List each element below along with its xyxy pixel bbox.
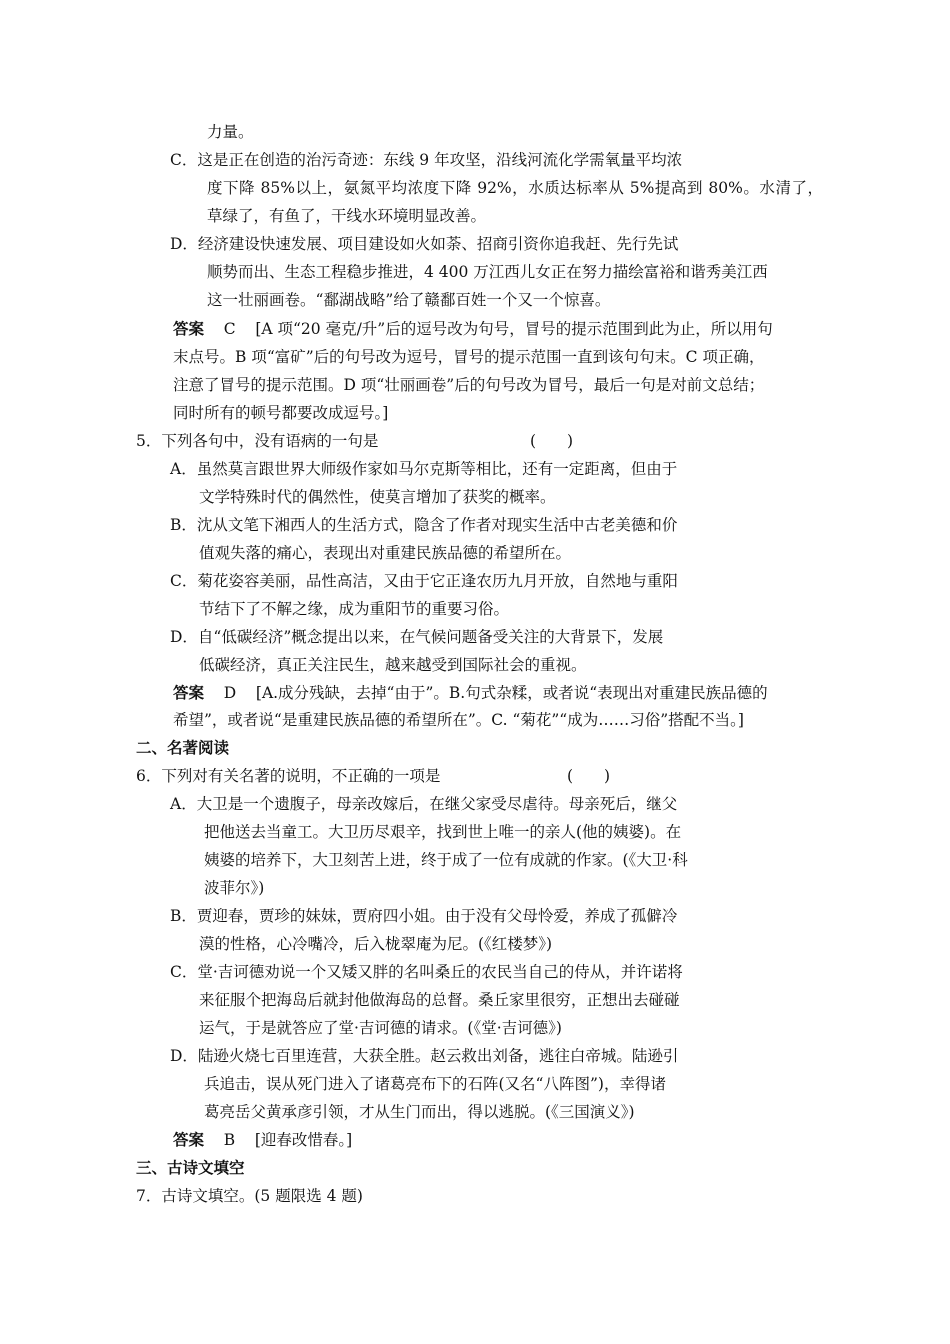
answer-label: 答案 [173, 684, 205, 702]
answer-text: [A.成分残缺，去掉“由于”。B.句式杂糅，或者说“表现出对重建民族品德的 [255, 684, 768, 702]
option-line: 节结下了不解之缘，成为重阳节的重要习俗。 [199, 600, 510, 618]
answer-text: [迎春改惜春。] [254, 1131, 353, 1149]
option-line: C．堂·吉诃德劝说一个又矮又胖的名叫桑丘的农民当自己的侍从，并许诺将 [170, 963, 683, 981]
section-heading: 二、名著阅读 [136, 739, 230, 757]
answer-line [173, 682, 768, 704]
answer-line [173, 318, 773, 340]
option-line: B．沈从文笔下湘西人的生活方式，隐含了作者对现实生活中古老美德和价 [170, 516, 678, 534]
option-line: 姨婆的培养下，大卫刻苦上进，终于成了一位有成就的作家。(《大卫·科 [204, 851, 688, 869]
option-line: D．陆逊火烧七百里连营，大获全胜。赵云救出刘备，逃往白帝城。陆逊引 [170, 1047, 679, 1065]
option-line: D．自“低碳经济”概念提出以来，在气候问题备受关注的大背景下，发展 [170, 628, 664, 646]
option-line: 运气，于是就答应了堂·吉诃德的请求。(《堂·吉诃德》) [199, 1019, 562, 1037]
option-line: 力量。 [207, 123, 254, 141]
option-line: 波菲尔》) [204, 879, 265, 897]
option-line: 度下降 85%以上，氨氮平均浓度下降 92%，水质达标率从 5%提高到 80%。水清了， [207, 179, 823, 197]
option-line: C．菊花姿容美丽，品性高洁，又由于它正逢农历九月开放，自然地与重阳 [170, 572, 678, 590]
answer-text: 末点号。B 项“富矿”后的句号改为逗号，冒号的提示范围一直到该句句末。C 项正确， [173, 348, 765, 366]
option-line: B．贾迎春，贾珍的妹妹，贾府四小姐。由于没有父母怜爱，养成了孤僻冷 [170, 907, 678, 925]
answer-paren: ( ) [567, 767, 611, 785]
answer-line [173, 1129, 352, 1151]
option-line: 来征服个把海岛后就封他做海岛的总督。桑丘家里很穷，正想出去碰碰 [199, 991, 680, 1009]
question-stem: 6．下列对有关名著的说明，不正确的一项是 [136, 767, 441, 785]
option-line: 漠的性格，心冷嘴冷，后入栊翠庵为尼。(《红楼梦》) [199, 935, 553, 953]
answer-text: [A 项“20 毫克/升”后的逗号改为句号，冒号的提示范围到此为止，所以用句 [255, 320, 773, 338]
option-line: A．大卫是一个遗腹子，母亲改嫁后，在继父家受尽虐待。母亲死后，继父 [170, 795, 678, 813]
option-line: 草绿了，有鱼了，干线水环境明显改善。 [207, 207, 487, 225]
answer-letter: D [223, 684, 237, 702]
option-line: 值观失落的痛心，表现出对重建民族品德的希望所在。 [199, 544, 572, 562]
answer-label: 答案 [173, 1131, 205, 1149]
answer-text: 注意了冒号的提示范围。D 项“壮丽画卷”后的句号改为冒号，最后一句是对前文总结； [173, 376, 765, 394]
option-line: D．经济建设快速发展、项目建设如火如荼、招商引资你追我赶、先行先试 [170, 235, 679, 253]
answer-letter: B [223, 1131, 236, 1149]
option-line: A．虽然莫言跟世界大师级作家如马尔克斯等相比，还有一定距离，但由于 [170, 460, 678, 478]
option-line: 把他送去当童工。大卫历尽艰辛，找到世上唯一的亲人(他的姨婆)。在 [204, 823, 682, 841]
question-stem: 7．古诗文填空。(5 题限选 4 题) [136, 1187, 363, 1205]
option-line: 低碳经济，真正关注民生，越来越受到国际社会的重视。 [199, 656, 587, 674]
answer-letter: C [223, 320, 236, 338]
option-line: 顺势而出、生态工程稳步推进，4 400 万江西儿女正在努力描绘富裕和谐秀美江西 [207, 263, 768, 281]
section-heading: 三、古诗文填空 [136, 1159, 245, 1177]
option-line: 兵追击，误从死门进入了诸葛亮布下的石阵(又名“八阵图”)，幸得诸 [204, 1075, 666, 1093]
option-line: 葛亮岳父黄承彦引领，才从生门而出，得以逃脱。(《三国演义》) [204, 1103, 635, 1121]
answer-label: 答案 [173, 320, 205, 338]
answer-text: 同时所有的顿号都要改成逗号。] [173, 404, 389, 422]
option-line: 这一壮丽画卷。“鄱湖战略”给了赣鄱百姓一个又一个惊喜。 [207, 291, 611, 309]
option-line: C．这是正在创造的治污奇迹：东线 9 年攻坚，沿线河流化学需氧量平均浓 [170, 151, 683, 169]
answer-paren: ( ) [530, 432, 574, 450]
question-stem: 5．下列各句中，没有语病的一句是 [136, 432, 379, 450]
option-line: 文学特殊时代的偶然性，使莫言增加了获奖的概率。 [199, 488, 556, 506]
answer-text: 希望”，或者说“是重建民族品德的希望所在”。C. “菊花”“成为……习俗”搭配不当。] [173, 711, 744, 729]
